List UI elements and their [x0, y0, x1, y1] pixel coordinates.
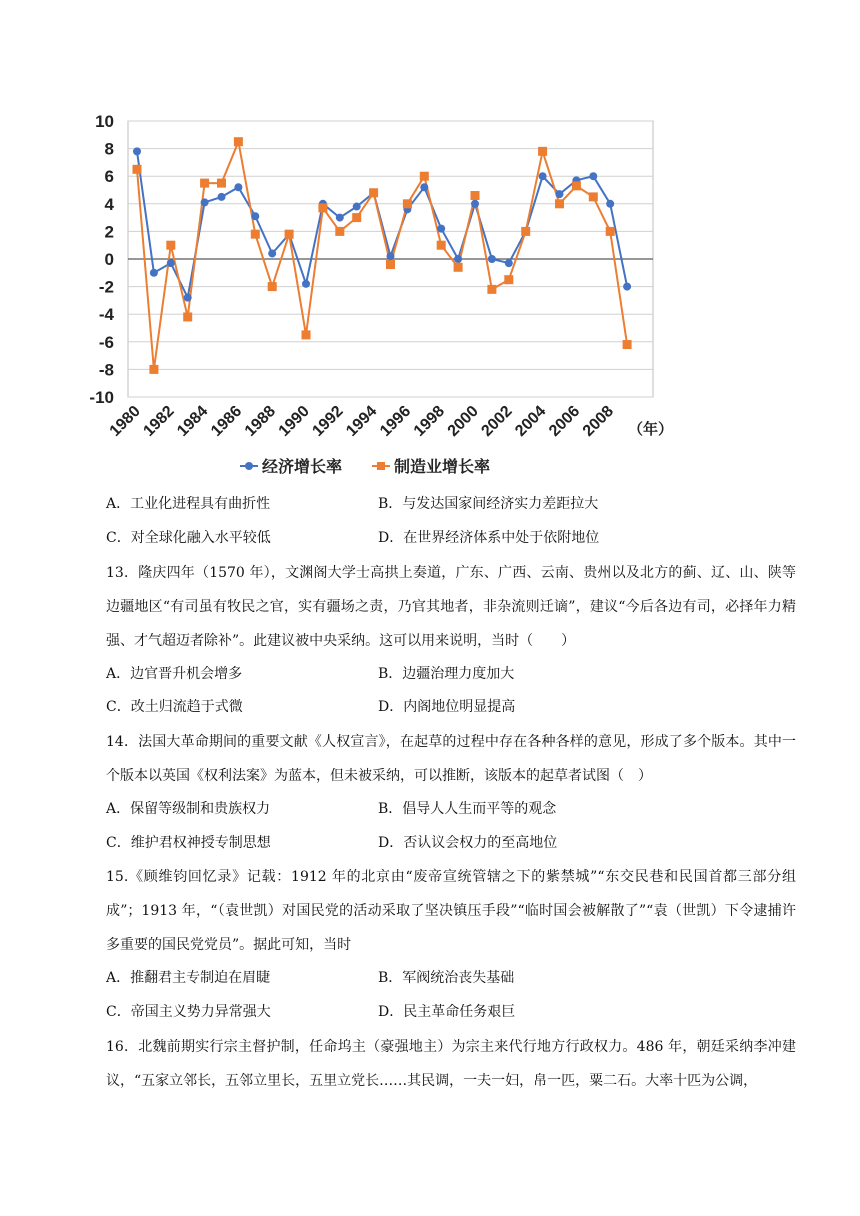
data-point-series-0: [218, 193, 226, 201]
q13-option-b: B．边疆治理力度加大: [378, 666, 515, 682]
data-point-series-1: [217, 179, 226, 188]
data-point-series-1: [369, 188, 378, 197]
y-tick-label: 8: [104, 139, 114, 159]
q14-option-d: D．否认议会权力的至高地位: [378, 835, 558, 851]
q14-option-b: B．倡导人人生而平等的观念: [378, 801, 557, 817]
data-point-series-1: [133, 165, 142, 174]
q13-stem: 13．隆庆四年（1570 年），文渊阁大学士高拱上奏道，广东、广西、云南、贵州以及北方的蓟、辽、山、陕等边疆地区“有司虽有牧民之官，实有疆场之责，乃官其地者，非杂流则迁谪”，建议“今后各边有司，必择年力精强、才气超迈者除补”。此建议被中央采纳。这可以用来说明，当时（ ）: [106, 565, 796, 649]
data-point-series-1: [352, 213, 361, 222]
y-tick-label: -2: [98, 277, 114, 297]
data-point-series-1: [555, 199, 564, 208]
data-point-series-0: [387, 252, 395, 260]
data-point-series-1: [200, 179, 209, 188]
data-point-series-0: [251, 212, 259, 220]
chart-legend: [240, 457, 490, 476]
data-point-series-0: [589, 172, 597, 180]
x-tick-label: 1996: [377, 402, 415, 440]
legend-label-economic: 经济增长率: [262, 459, 343, 476]
data-point-series-0: [133, 147, 141, 155]
q12-option-b: B．与发达国家间经济实力差距拉大: [378, 496, 599, 512]
y-tick-label: 6: [104, 167, 114, 187]
q13-option-d: D．内阁地位明显提高: [378, 699, 516, 715]
y-tick-label: -6: [98, 332, 114, 352]
q13-option-a: A．边官晋升机会增多: [106, 666, 243, 682]
data-point-series-0: [184, 294, 192, 302]
data-point-series-0: [505, 259, 513, 267]
data-point-series-0: [606, 200, 614, 208]
data-point-series-1: [251, 230, 260, 239]
series-markers: [133, 137, 632, 374]
x-tick-label: 2008: [579, 402, 618, 440]
y-tick-label: 10: [95, 112, 114, 131]
data-point-series-1: [454, 263, 463, 272]
y-tick-label: 4: [104, 194, 114, 214]
data-point-series-0: [488, 255, 496, 263]
data-point-series-0: [234, 183, 242, 191]
data-point-series-0: [471, 200, 479, 208]
legend-marker-economic: [245, 462, 253, 470]
data-point-series-1: [318, 203, 327, 212]
q14-option-c: C．维护君权神授专制思想: [106, 835, 271, 851]
x-tick-label: 1986: [208, 402, 246, 440]
x-tick-label: 1982: [140, 402, 178, 440]
x-tick-label: 2006: [546, 402, 584, 440]
q15-option-d: D．民主革命任务艰巨: [378, 1004, 516, 1020]
data-point-series-0: [556, 190, 564, 198]
data-point-series-1: [504, 275, 513, 284]
data-point-series-1: [285, 230, 294, 239]
q15-option-b: B．军阀统治丧失基础: [378, 970, 515, 986]
x-tick-label: 1988: [241, 402, 280, 440]
legend-marker-manufacturing: [377, 462, 385, 470]
data-point-series-1: [572, 181, 581, 190]
data-point-series-1: [335, 227, 344, 236]
q16-stem: 16．北魏前期实行宗主督护制，任命坞主（豪强地主）为宗主来代行地方行政权力。486 年，朝廷采纳李冲建议，“五家立邻长，五邻立里长，五里立党长……其民调，一夫一妇，帛一匹，粟二石。大率十匹为公调，: [106, 1039, 796, 1089]
q13-option-c: C．改土归流趋于式微: [106, 699, 243, 715]
y-tick-label: 2: [104, 222, 114, 242]
data-point-series-1: [538, 147, 547, 156]
data-point-series-0: [201, 198, 209, 206]
q12-option-a: A．工业化进程具有曲折性: [106, 496, 271, 512]
data-point-series-1: [268, 282, 277, 291]
data-point-series-0: [302, 280, 310, 288]
data-point-series-1: [623, 340, 632, 349]
y-tick-label: -8: [98, 360, 114, 380]
data-point-series-1: [403, 199, 412, 208]
data-point-series-0: [437, 225, 445, 233]
data-point-series-1: [589, 192, 598, 201]
data-point-series-1: [487, 285, 496, 294]
x-tick-label: 2002: [478, 402, 516, 440]
y-tick-label: 0: [104, 250, 114, 269]
data-point-series-1: [437, 241, 446, 250]
x-tick-label: 1984: [174, 402, 212, 440]
q12-option-c: C．对全球化融入水平较低: [106, 530, 271, 546]
data-point-series-1: [521, 227, 530, 236]
q12-option-d: D．在世界经济体系中处于依附地位: [378, 530, 600, 546]
data-point-series-0: [336, 214, 344, 222]
q14-option-a: A．保留等级制和贵族权力: [106, 801, 271, 817]
data-point-series-0: [167, 259, 175, 267]
data-point-series-1: [302, 330, 311, 339]
q15-stem: 15.《顾维钧回忆录》记载：1912 年的北京由“废帝宣统管辖之下的紫禁城”“东交民巷和民国首都三部分组成”；1913 年，“（袁世凯）对国民党的活动采取了坚决镇压手段”“临时国会被解散了”“袁（世凯）下令逮捕许多重要的国民党党员”。据此可知，当时: [106, 869, 796, 953]
data-point-series-1: [149, 365, 158, 374]
legend-label-manufacturing: 制造业增长率: [394, 459, 491, 476]
x-tick-label: 1980: [106, 402, 144, 440]
data-point-series-0: [353, 203, 361, 211]
y-tick-label: -10: [89, 388, 114, 407]
q15-option-c: C．帝国主义势力异常强大: [106, 1004, 271, 1020]
data-point-series-0: [420, 183, 428, 191]
x-tick-label: 1994: [343, 402, 381, 440]
data-point-series-1: [420, 172, 429, 181]
y-tick-labels: [89, 112, 114, 407]
data-point-series-0: [150, 269, 158, 277]
x-tick-label: 1992: [309, 402, 347, 440]
data-point-series-1: [606, 227, 615, 236]
y-tick-label: -4: [98, 305, 114, 325]
data-point-series-0: [268, 249, 276, 257]
q14-stem: 14．法国大革命期间的重要文献《人权宣言》，在起草的过程中存在各种各样的意见，形成了多个版本。其中一个版本以英国《权利法案》为蓝本，但未被采纳，可以推断，该版本的起草者试图（ ）: [106, 734, 796, 784]
q15-option-a: A．推翻君主专制迫在眉睫: [106, 970, 271, 986]
data-point-series-1: [166, 241, 175, 250]
data-point-series-1: [386, 260, 395, 269]
data-point-series-0: [454, 255, 462, 263]
x-tick-label: 1998: [410, 402, 449, 440]
x-tick-label: 2004: [512, 402, 550, 440]
growth-rate-chart: [0, 0, 860, 490]
data-point-series-1: [183, 312, 192, 321]
data-point-series-0: [539, 172, 547, 180]
data-point-series-0: [623, 283, 631, 291]
x-tick-label: 1990: [275, 402, 313, 440]
x-tick-labels: [107, 403, 617, 440]
x-tick-label: 2000: [444, 402, 482, 440]
x-axis-unit-label: （年）: [628, 421, 674, 438]
data-point-series-1: [471, 191, 480, 200]
data-point-series-1: [234, 137, 243, 146]
